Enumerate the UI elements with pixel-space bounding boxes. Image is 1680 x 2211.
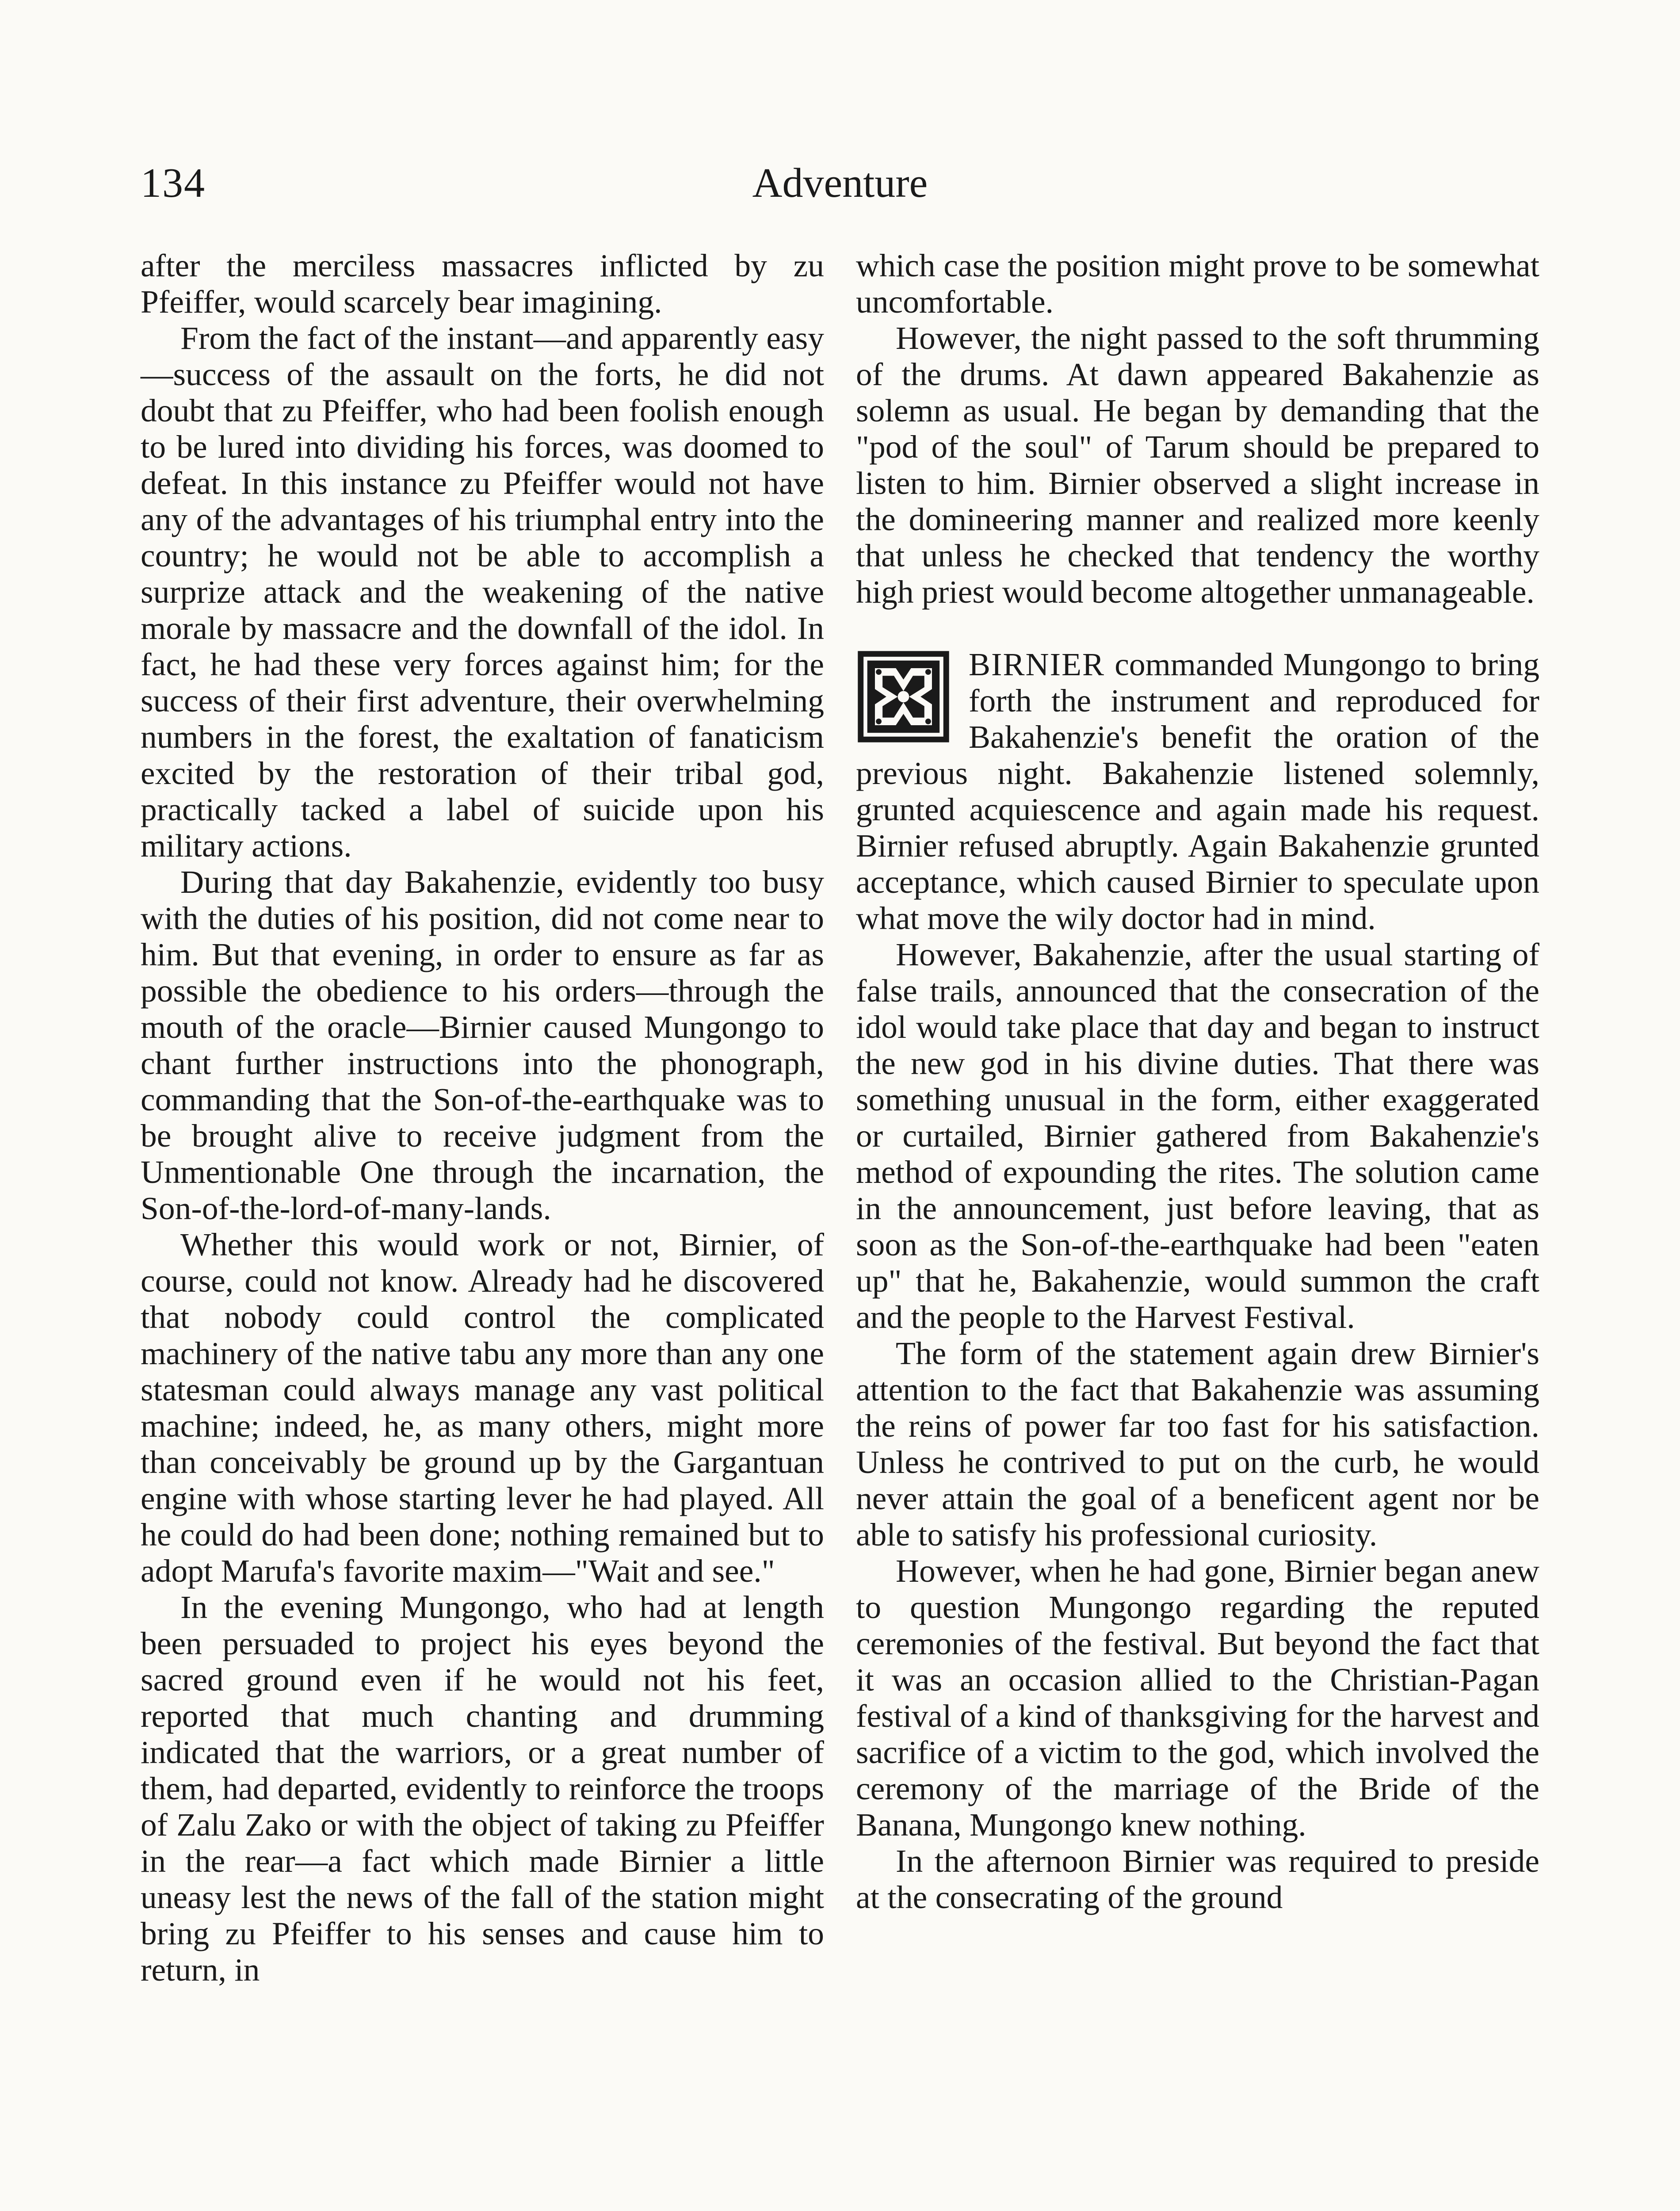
paragraph: The form of the statement again drew Birnier's attention to the fact that Bakahenzie was assuming the reins of power far too fast for his satisfaction. Unless he contrived to put on the curb, he would never attain the goal of a beneficent agent nor be able to satisfy his professional curiosity. <box>856 1335 1539 1553</box>
dropcap-paragraph <box>856 646 1539 937</box>
paragraph: However, when he had gone, Birnier began anew to question Mungongo regarding the reputed ceremonies of the festival. But beyond the fact that it was an occasion allied to the Christian-Pagan festival of a kind of thanksgiving for the harvest and sacrifice of a victim to the god, which involved the ceremony of the marriage of the Bride of the Banana, Mungongo knew nothing. <box>856 1553 1539 1843</box>
paragraph: Whether this would work or not, Birnier, of course, could not know. Already had he discovered that nobody could control the complicated machinery of the native tabu any more than any one statesman could always manage any vast political machine; indeed, he, as many others, might more than conceivably be ground up by the Gargantuan engine with whose starting lever he had played. All he could do had been done; nothing remained but to adopt Marufa's favorite maxim—"Wait and see." <box>141 1227 824 1589</box>
paragraph: However, Bakahenzie, after the usual starting of false trails, announced that the consecration of the idol would take place that day and began to instruct the new god in his divine duties. That there was something unusual in the form, either exaggerated or curtailed, Birnier gathered from Bakahenzie's method of expounding the rites. The solution came in the announcement, just before leaving, that as soon as the Son-of-the-earthquake had been "eaten up" that he, Bakahenzie, would summon the craft and the people to the Harvest Festival. <box>856 937 1539 1335</box>
page-header <box>141 159 1539 208</box>
right-column <box>856 248 1539 2211</box>
paragraph: after the merciless massacres inflicted by zu Pfeiffer, would scarcely bear imagining. <box>141 248 824 320</box>
section-break <box>856 610 1539 646</box>
dropcap-lead-word: BIRNIER <box>969 646 1105 682</box>
ornamental-initial-icon <box>856 649 951 744</box>
dropcap-text: commanded Mungongo to bring forth the instrument and reproduced for Bakahenzie's benefit the oration of the previous night. Bakahenzie listened solemnly, grunted acquiescence and again made his request. Birnier refused abruptly. Again Bakahenzie grunted acceptance, which caused Birnier to speculate upon what move the wily doctor had in mind. <box>856 646 1539 936</box>
left-column <box>141 248 824 2211</box>
paragraph: In the afternoon Birnier was required to preside at the consecrating of the ground <box>856 1843 1539 1915</box>
paragraph: From the fact of the instant—and apparently easy—success of the assault on the forts, he did not doubt that zu Pfeiffer, who had been foolish enough to be lured into dividing his forces, was doomed to defeat. In this instance zu Pfeiffer would not have any of the advantages of his triumphal entry into the country; he would not be able to accomplish a surprize attack and the weakening of the native morale by massacre and the downfall of the idol. In fact, he had these very forces against him; for the success of their first adventure, their overwhelming numbers in the forest, the exaltation of fanaticism excited by the restoration of their tribal god, practically tacked a label of suicide upon his military actions. <box>141 320 824 864</box>
paragraph: However, the night passed to the soft thrumming of the drums. At dawn appeared Bakahenzie as solemn as usual. He began by demanding that the "pod of the soul" of Tarum should be prepared to listen to him. Birnier observed a slight increase in the domineering manner and realized more keenly that unless he checked that tendency the worthy high priest would become altogether unmanageable. <box>856 320 1539 610</box>
article-body <box>141 248 1539 2211</box>
paragraph: which case the position might prove to be somewhat uncomfortable. <box>856 248 1539 320</box>
paragraph: During that day Bakahenzie, evidently too busy with the duties of his position, did not come near to him. But that evening, in order to ensure as far as possible the obedience to his orders—through the mouth of the oracle—Birnier caused Mungongo to chant further instructions into the phonograph, commanding that the Son-of-the-earthquake was to be brought alive to receive judgment from the Unmentionable One through the incarnation, the Son-of-the-lord-of-many-lands. <box>141 864 824 1226</box>
paragraph: In the evening Mungongo, who had at length been persuaded to project his eyes beyond the sacred ground even if he would not his feet, reported that much chanting and drumming indicated that the warriors, or a great number of them, had departed, evidently to reinforce the troops of Zalu Zako or with the object of taking zu Pfeiffer in the rear—a fact which made Birnier a little uneasy lest the news of the fall of the station might bring zu Pfeiffer to his senses and cause him to return, in <box>141 1589 824 1988</box>
running-title: Adventure <box>752 160 928 206</box>
page-number: 134 <box>141 160 206 206</box>
